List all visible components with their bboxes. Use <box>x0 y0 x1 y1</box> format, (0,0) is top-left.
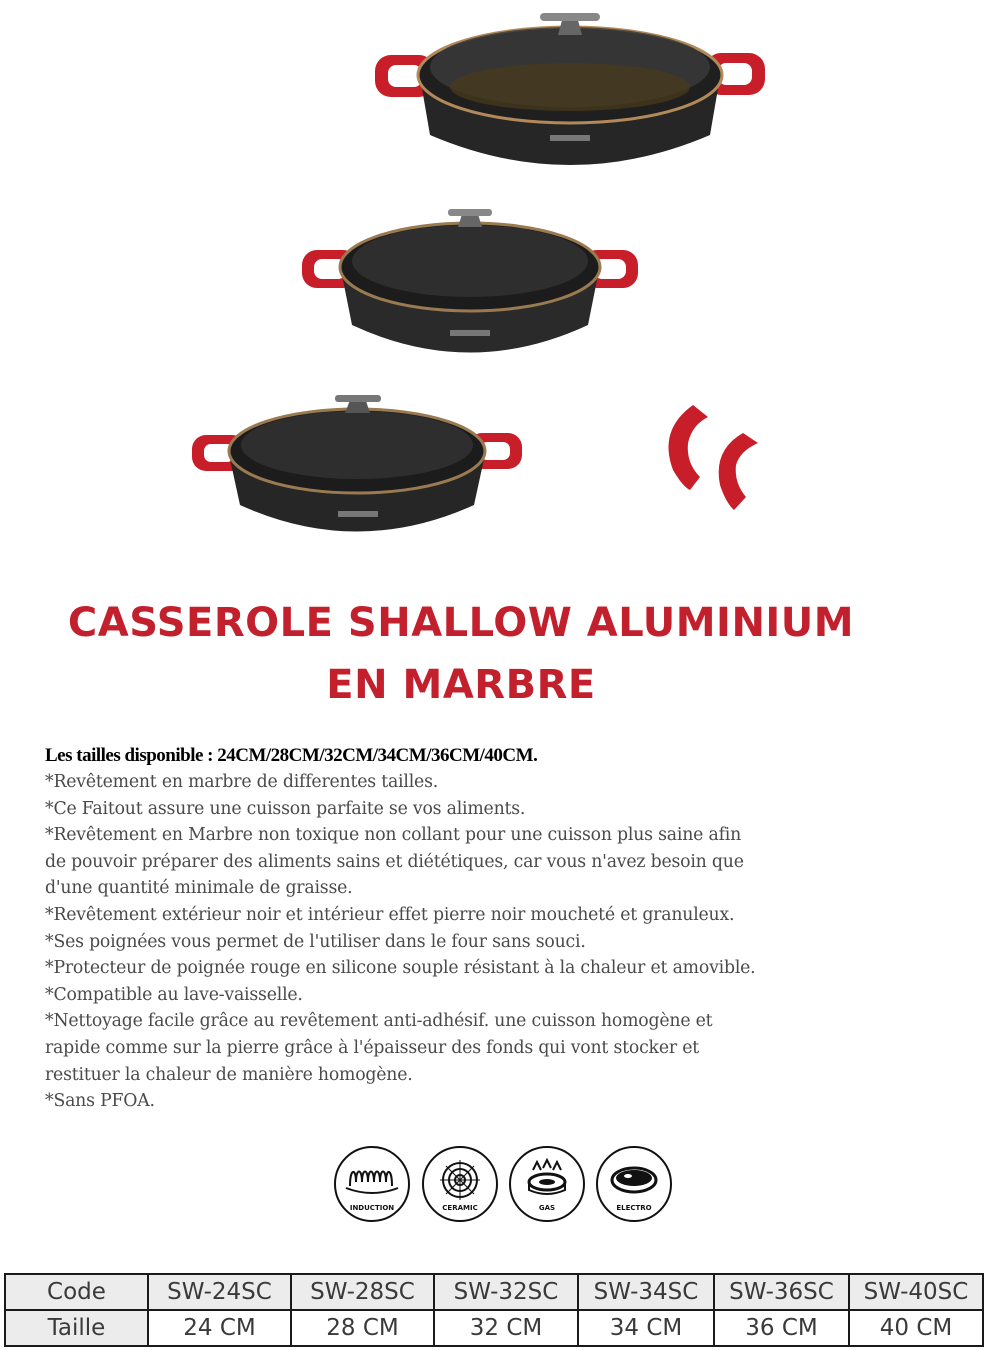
table-cell: SW-32SC <box>434 1274 578 1310</box>
medium-pot-image <box>300 205 640 375</box>
feature-line: de pouvoir préparer des aliments sains et diététiques, car vous n'avez besoin que <box>45 851 744 872</box>
table-cell: SW-24SC <box>148 1274 291 1310</box>
feature-line: restituer la chaleur de manière homogène. <box>45 1064 413 1085</box>
size-header: Taille <box>5 1310 148 1346</box>
feature-line: *Compatible au lave-vaisselle. <box>45 984 303 1005</box>
product-photo <box>0 0 986 590</box>
badge-label: INDUCTION <box>349 1204 395 1212</box>
handle-protectors-image <box>648 395 778 520</box>
table-cell: SW-34SC <box>578 1274 714 1310</box>
ceramic-badge <box>422 1146 498 1222</box>
badge-label: CERAMIC <box>442 1204 478 1212</box>
available-sizes: Les tailles disponible : 24CM/28CM/32CM/34CM/36CM/40CM. <box>45 745 538 766</box>
small-pot-image <box>190 393 525 553</box>
product-specs <box>45 743 805 1115</box>
feature-line: *Sans PFOA. <box>45 1091 155 1112</box>
table-cell: 24 CM <box>148 1310 291 1346</box>
feature-line: *Ce Faitout assure une cuisson parfaite se vos aliments. <box>45 798 526 819</box>
feature-line: *Ses poignées vous permet de l'utiliser dans le four sans souci. <box>45 931 586 952</box>
table-cell: 28 CM <box>291 1310 434 1346</box>
badge-label: ELECTRO <box>616 1204 652 1212</box>
badge-label: GAS <box>538 1204 556 1212</box>
code-header: Code <box>5 1274 148 1310</box>
gas-badge <box>509 1146 585 1222</box>
table-cell: SW-40SC <box>849 1274 983 1310</box>
feature-line: *Nettoyage facile grâce au revêtement anti-adhésif. une cuisson homogène et <box>45 1011 713 1032</box>
feature-line: d'une quantité minimale de graisse. <box>45 878 353 899</box>
table-cell: SW-36SC <box>714 1274 849 1310</box>
feature-line: *Revêtement en marbre de differentes tailles. <box>45 772 439 792</box>
size-table <box>4 1273 984 1347</box>
table-cell: SW-28SC <box>291 1274 434 1310</box>
table-cell: 32 CM <box>434 1310 578 1346</box>
feature-line: *Revêtement extérieur noir et intérieur effet pierre noir moucheté et granuleux. <box>45 904 735 925</box>
feature-line: *Protecteur de poignée rouge en silicone souple résistant à la chaleur et amovible. <box>45 958 756 979</box>
table-row-size <box>5 1310 983 1346</box>
table-cell: 36 CM <box>714 1310 849 1346</box>
product-title-line1: CASSEROLE SHALLOW ALUMINIUM <box>67 600 855 646</box>
table-cell: 40 CM <box>849 1310 983 1346</box>
feature-line: rapide comme sur la pierre grâce à l'épaisseur des fonds qui vont stocker et <box>45 1037 699 1058</box>
feature-line: *Revêtement en Marbre non toxique non collant pour une cuisson plus saine afin <box>45 825 742 846</box>
electro-badge <box>596 1146 672 1222</box>
large-pot-image <box>370 5 770 185</box>
product-title-line2: EN MARBRE <box>326 662 596 708</box>
hob-compatibility <box>334 1146 684 1226</box>
table-cell: 34 CM <box>578 1310 714 1346</box>
table-row-code <box>5 1274 983 1310</box>
induction-badge <box>334 1146 410 1222</box>
